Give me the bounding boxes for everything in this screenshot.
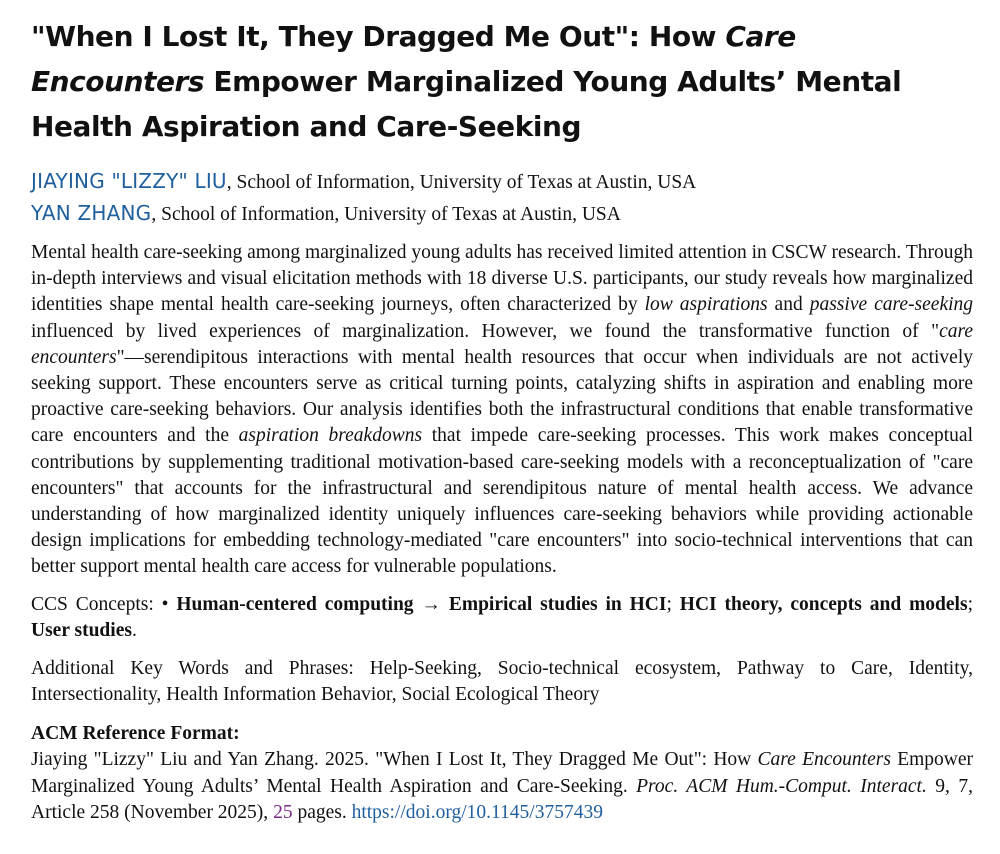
- ccs-concepts: [31, 592, 973, 644]
- paper-title: [31, 14, 973, 149]
- abstract-text: influenced by lived experiences of marginalization. However, we found the transformative function of ": [31, 320, 940, 342]
- ccs-separator: ;: [967, 593, 973, 615]
- ccs-concept: HCI theory, concepts and models: [679, 593, 968, 615]
- ccs-concept: Human-centered computing → Empirical studies in HCI: [176, 593, 667, 615]
- author-name[interactable]: JIAYING "LIZZY" LIU: [31, 169, 227, 193]
- title-italic: Care Encounters: [31, 20, 796, 98]
- doi-link[interactable]: https://doi.org/10.1145/3757439: [351, 801, 603, 823]
- reference-text: Empower Marginalized Young Adults’ Mental Health Aspiration and Care-Seeking.: [31, 749, 974, 797]
- abstract-emphasis: aspiration breakdowns: [238, 425, 423, 447]
- title-part-2: Empower Marginalized Young Adults’ Mental Health Aspiration and Care-Seeking: [31, 65, 902, 143]
- acm-reference: [31, 747, 973, 826]
- page-count-link[interactable]: 25: [273, 801, 293, 823]
- title-part-1: "When I Lost It, They Dragged Me Out": How: [31, 20, 726, 53]
- reference-emphasis: Care Encounters: [757, 749, 891, 771]
- abstract-emphasis: low aspirations: [644, 294, 768, 316]
- ccs-concept: User studies: [31, 619, 132, 641]
- paper-first-page: [31, 14, 973, 826]
- keywords-text: Additional Key Words and Phrases: Help-Seeking, Socio-technical ecosystem, Pathway to Care, Identity, Intersectionality, Health Information Behavior, Social Ecological Theory: [31, 658, 973, 706]
- abstract-emphasis: passive care-seeking: [809, 294, 974, 316]
- abstract-emphasis: care encounters: [31, 320, 973, 368]
- ccs-separator: ;: [666, 593, 680, 615]
- abstract: [31, 240, 973, 581]
- author-affiliation: , School of Information, University of Texas at Austin, USA: [226, 172, 697, 193]
- keywords: [31, 656, 973, 708]
- author-list: [31, 166, 973, 230]
- author-line: [31, 198, 973, 230]
- abstract-text: Mental health care-seeking among marginalized young adults has received limited attention in CSCW research. Through in-depth interviews and visual elicitation methods with 18 diverse U.S. participants, our study reveals how marginalized identities shape mental health care-seeking journeys, often characterized by: [31, 242, 973, 316]
- author-line: [31, 166, 973, 198]
- reference-text: Jiaying "Lizzy" Liu and Yan Zhang. 2025. "When I Lost It, They Dragged Me Out": How: [31, 749, 758, 771]
- author-name[interactable]: YAN ZHANG: [31, 201, 152, 225]
- acm-reference-heading: ACM Reference Format:: [31, 723, 240, 745]
- abstract-text: and: [767, 294, 810, 316]
- ccs-label: CCS Concepts: •: [31, 593, 177, 615]
- abstract-text: "—serendipitous interactions with mental health resources that occur when individuals are not actively seeking support. These encounters serve as critical turning points, catalyzing shifts in aspiration and enabling more proactive care-seeking behaviors. Our analysis identifies both the infrastructural conditions that enable transformative care encounters and the: [31, 346, 973, 447]
- author-affiliation: , School of Information, University of Texas at Austin, USA: [151, 204, 621, 225]
- abstract-text: that impede care-seeking processes. This work makes conceptual contributions by supplementing traditional motivation-based care-seeking models with a reconceptualization of "care encounters" that accounts for the infrastructural and serendipitous nature of mental health access. We advance understanding of how marginalized identity uniquely influences care-seeking behaviors while providing actionable design implications for embedding technology-mediated "care encounters" into socio-technical interventions that can better support mental health care access for vulnerable populations.: [31, 425, 973, 578]
- reference-text: 9, 7, Article 258 (November 2025),: [31, 775, 973, 823]
- reference-text: pages.: [292, 801, 352, 823]
- reference-venue: Proc. ACM Hum.-Comput. Interact.: [636, 775, 927, 797]
- ccs-end: .: [131, 619, 137, 641]
